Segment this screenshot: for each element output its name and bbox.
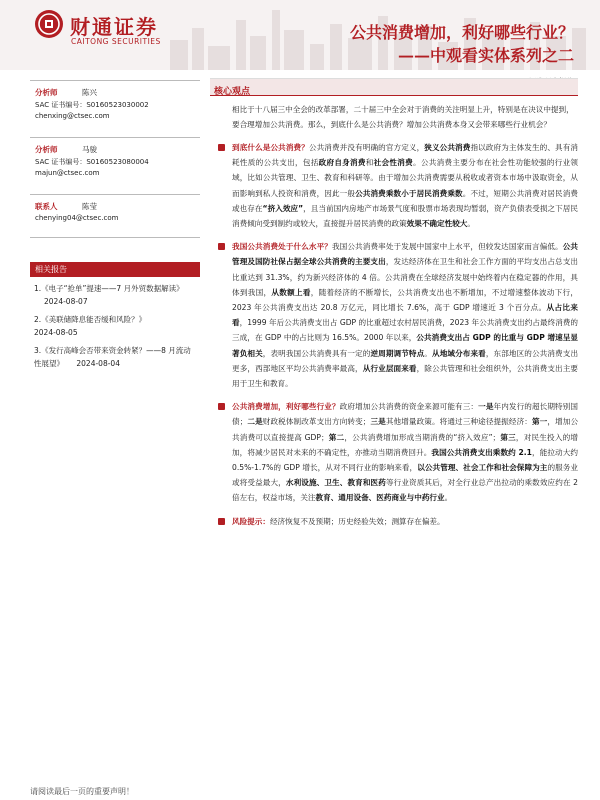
section-lead: 我国公共消费处于什么水平？ — [232, 242, 332, 252]
body-text: 和 — [365, 158, 374, 168]
emphasis-text: “挤入效应” — [262, 203, 304, 213]
body-text: 。公共消费主要分布在社会性功能较强的行业领域，比如公共管理、卫生、教育和科研等。由于增加公共消费需要从税收或者资本市场中汲取资金，从而影响到私人投资和消费，因此一般 — [232, 158, 579, 198]
section-lead: 公共消费增加，利好哪些行业？ — [232, 402, 340, 412]
emphasis-text: 第二 — [328, 432, 345, 442]
body-text: 其他增量政策。将通过三种途径提振经济： — [385, 417, 532, 427]
divider — [30, 80, 200, 81]
analyst-email[interactable]: majun@ctsec.com — [35, 169, 100, 177]
body-text: 。 — [444, 493, 453, 503]
body-text: 。 — [467, 219, 475, 229]
section-body — [232, 402, 578, 502]
sac-label: SAC 证书编号： — [35, 101, 87, 109]
brand-name-cn: 财通证券 — [70, 15, 158, 39]
report-subtitle: ——中观看实体系列之二 — [397, 46, 574, 65]
body-text: ，公共消费增加形成当期消费的“挤入效应”； — [344, 432, 501, 442]
red-square-bullet-icon — [218, 243, 225, 250]
body-text: 。不过，短期公共消费对居民消费或也存在 — [232, 188, 579, 213]
analyst-role: 分析师 — [35, 88, 58, 97]
section-risk-warning — [210, 514, 578, 529]
contact-block — [30, 201, 200, 235]
analyst-block — [30, 87, 200, 135]
related-report-title[interactable]: 2.《美联储降息能否缓和风险？》 — [34, 315, 147, 324]
emphasis-text: 公共消费乘数小于居民消费乘数 — [355, 188, 463, 198]
emphasis-text: 公共消费支出占 GDP 的比重与 GDP 增速呈显著负相关 — [232, 333, 578, 358]
section-benefiting-industries — [210, 399, 578, 505]
emphasis-text: 从行业层面来看 — [362, 363, 417, 373]
sac-number: S0160523030002 — [86, 101, 149, 109]
emphasis-text: 三是 — [370, 417, 386, 427]
divider — [30, 137, 200, 138]
body-text: 等行业资质其后，对全行业总产出拉动的乘数效应约在 2 倍左右，权益市场，关注 — [232, 478, 578, 503]
related-report-title[interactable]: 3.《发行高峰会否带来资金转紧？——8 月流动性展望》 — [34, 346, 191, 368]
body-text: 。 — [424, 348, 432, 358]
body-text: 政府增加公共消费的资金来源可能有三： — [339, 402, 479, 412]
body-text: 我国公共消费率处于发展中国家中上水平，但较发达国家而言偏低。 — [331, 242, 563, 252]
emphasis-text: 政府自身消费 — [318, 158, 366, 168]
sac-number: S0160523080004 — [86, 158, 149, 166]
red-square-bullet-icon — [218, 144, 225, 151]
related-report-date: 2024-08-05 — [34, 328, 78, 337]
section-body — [270, 517, 445, 526]
emphasis-text: 第一 — [531, 417, 548, 427]
body-text: ，对民生投入的增加，将减少居民对未来的不确定性，亦推动当期消费回升。 — [232, 432, 578, 457]
body-text: 指以政府为主体发生的、具有消耗性质的公共支出，包括 — [232, 143, 579, 168]
divider — [30, 194, 200, 195]
body-text: 年内发行的超长期特别国债； — [232, 402, 579, 427]
body-text: 财政税体制改革支出方向转变； — [262, 417, 371, 427]
emphasis-text: 从数额上看 — [271, 287, 311, 297]
brand-name-en: CAITONG SECURITIES — [71, 37, 161, 46]
report-header — [0, 0, 600, 70]
body-text: ，1999 年后公共消费支出占 GDP 的比重超过农村居民消费，2023 年公共消费支出约占最终消费的三成，在 GDP 中的占比则为 16.5%。2000 年以来， — [232, 318, 578, 343]
section-body — [232, 143, 578, 228]
emphasis-text: 公共管理及国防社保占据全球公共消费的主要支出 — [232, 242, 579, 267]
analyst-block — [30, 144, 200, 192]
related-report-item[interactable] — [30, 313, 200, 339]
section-consumption-level — [210, 239, 578, 391]
body-text: ，能拉动大约 0.5%-1.7%的 GDP 增长，从对不同行业的影响来看， — [232, 447, 578, 473]
sac-label: SAC 证书编号： — [35, 158, 87, 166]
emphasis-text: 逆周期调节特点 — [370, 348, 425, 358]
related-report-item[interactable] — [30, 282, 200, 308]
contact-name: 陈莹 — [82, 202, 97, 211]
analyst-email[interactable]: chenxing@ctsec.com — [35, 112, 110, 120]
emphasis-text: 效果不确定性较大 — [406, 219, 468, 229]
emphasis-text: 社会性消费 — [373, 158, 414, 168]
intro-paragraph: 相比于十八届三中全会的改革部署，二十届三中全会对于消费的关注明显上升，特别是在决议中提到，要合理增加公共消费。那么，到底什么是公共消费？增加公共消费本身又会带来哪些行业机会？ — [232, 105, 574, 129]
contact-role: 联系人 — [35, 202, 58, 211]
analyst-panel — [30, 78, 200, 244]
related-report-item[interactable] — [30, 344, 200, 370]
emphasis-text: 水利设施、卫生、教育和医药 — [285, 478, 386, 488]
analyst-sac — [35, 100, 149, 110]
body-text: ，增加公共消费可以直接提高 GDP； — [232, 417, 579, 442]
body-text: 经济恢复不及预期；历史经验失效；测算存在偏差。 — [269, 516, 445, 526]
core-views — [210, 78, 578, 529]
related-reports-heading: 相关报告 — [30, 262, 200, 277]
report-title: 公共消费增加，利好哪些行业？ — [349, 23, 574, 42]
body-text: 公共消费并没有明确的官方定义， — [308, 143, 425, 152]
body-text: ，随着经济的不断增长，公共消费支出也不断增加，不过增速整体波动下行，2023 年公共消费支出达 20.8 万亿元，同比增长 7.6%，高于 GDP 增速近 3 个百分点。 — [232, 287, 579, 313]
related-report-title[interactable]: 1.《电子“抢单”提速——7 月外贸数据解读》 — [34, 284, 184, 293]
red-square-bullet-icon — [218, 403, 225, 410]
emphasis-text: 以公共管理、社会工作和社会保障为主 — [417, 463, 548, 473]
section-lead: 风险提示： — [232, 516, 270, 526]
divider — [30, 237, 200, 238]
caitong-coin-logo-icon — [34, 9, 64, 39]
body-text: ，东部地区的公共消费支出更多，西部地区平均公共消费率最高， — [232, 348, 579, 373]
core-views-heading: 核心观点 — [214, 87, 251, 97]
emphasis-text: 第三 — [500, 432, 516, 442]
body-text: 的服务业或将受益最大， — [232, 463, 579, 488]
emphasis-text: 二是 — [247, 417, 263, 427]
section-lead: 到底什么是公共消费？ — [232, 143, 309, 152]
section-what-is-public-consumption — [210, 140, 578, 231]
analyst-sac — [35, 157, 149, 167]
emphasis-text: 我国公共消费支出乘数约 2.1 — [431, 447, 532, 457]
analyst-name: 陈兴 — [82, 88, 97, 97]
emphasis-text: 狭义公共消费 — [424, 143, 471, 152]
contact-email[interactable]: chenying04@ctsec.com — [35, 214, 119, 222]
analyst-name: 马骏 — [82, 145, 97, 154]
emphasis-text: 教育、通用设备、医药商业与中药行业 — [315, 493, 445, 503]
related-reports — [30, 262, 200, 370]
body-text: ，发达经济体在卫生和社会工作方面的平均支出占总支出比重达到 31.3%，约为新兴经济体的 4 倍。公共消费在全球经济发展中始终着内在稳定器的作用，具体到我国， — [232, 257, 579, 297]
related-report-date: 2024-08-04 — [76, 359, 120, 368]
core-views-heading-bar — [210, 78, 578, 96]
analyst-role: 分析师 — [35, 145, 58, 154]
red-square-bullet-icon — [218, 518, 225, 525]
body-text: ，且当前国内房地产市场景气度和股票市场表现均暂弱，资产负债表受损之下居民消费倾向受到制约或较大，直接提升居民消费的政策 — [232, 203, 579, 229]
body-text: ，表明我国公共消费具有一定的 — [262, 348, 371, 358]
section-body — [232, 242, 578, 388]
disclaimer-note: 请阅读最后一页的重要声明！ — [30, 787, 134, 796]
emphasis-text: 从占比来看 — [232, 303, 578, 328]
emphasis-text: 一是 — [478, 402, 494, 412]
emphasis-text: 从地域分布来看 — [432, 348, 486, 358]
body-text: ，除公共管理和社会组织外，公共消费支出主要用于卫生和教育。 — [232, 363, 579, 389]
related-report-date: 2024-08-07 — [44, 297, 88, 306]
